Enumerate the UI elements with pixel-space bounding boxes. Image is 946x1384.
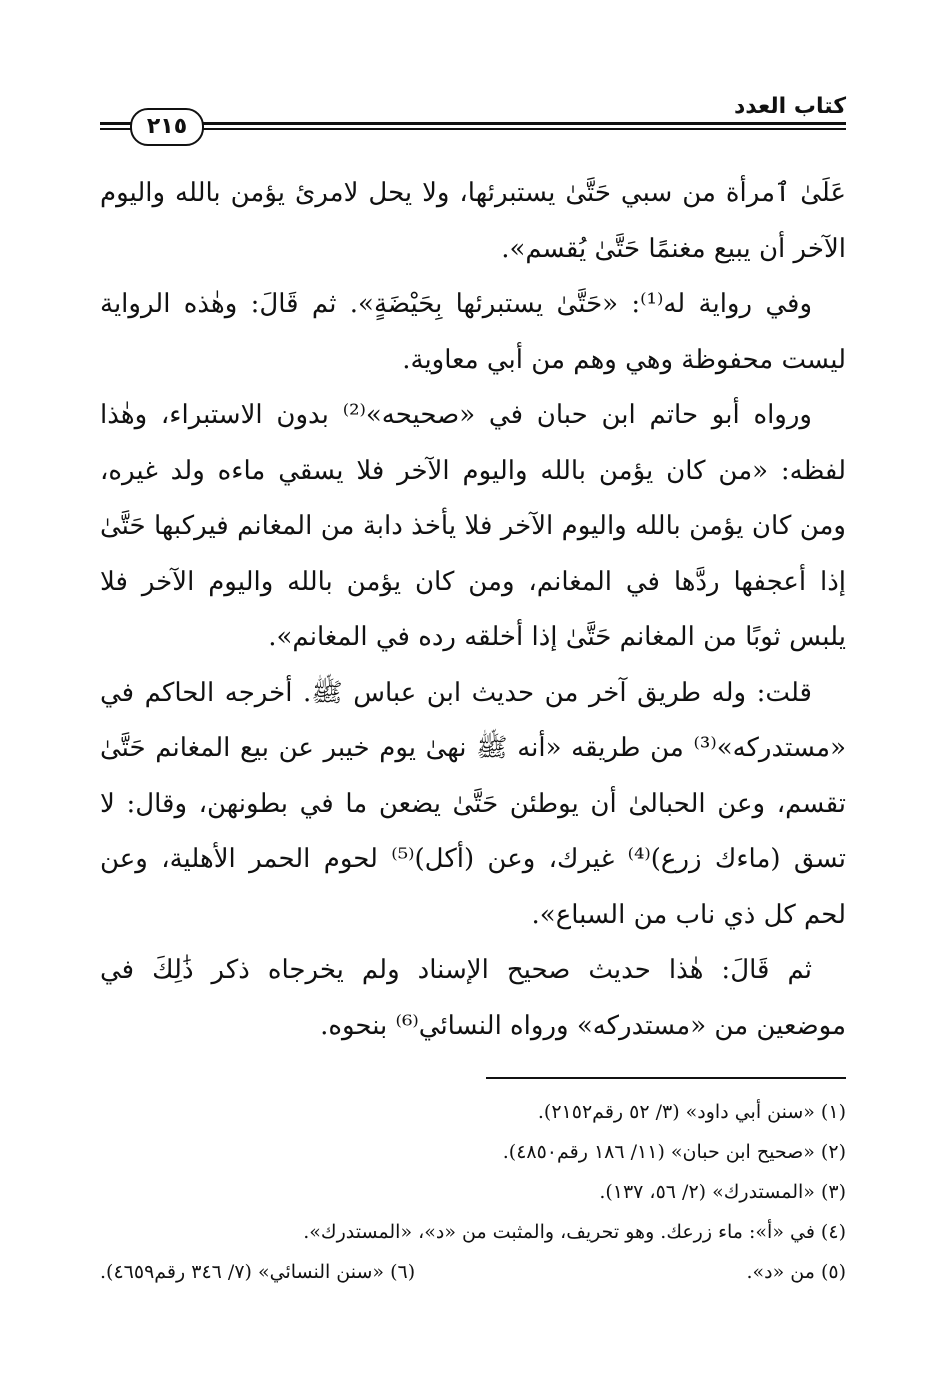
- footnote-1: (١) «سنن أبي داود» (٣/ ٥٢ رقم٢١٥٢).: [537, 1101, 846, 1123]
- main-text: [100, 166, 846, 1054]
- paragraph-3: ورواه أبو حاتم ابن حبان في «صحيحه»⁽²⁾ بدون الاستبراء، وهٰذا لفظه: «من كان يؤمن بالله واليوم الآخر فلا يسقي ماءه ولد غيره، ومن كان يؤمن بالله واليوم الآخر فلا يأخذ دابة من المغانم فيركبها حَتَّىٰ إذا أعجفها ردَّها في المغانم، ومن كان يؤمن بالله واليوم الآخر فلا يلبس ثوبًا من المغانم حَتَّىٰ إذا أخلقه رده في المغانم».: [100, 400, 846, 652]
- footnote-5: (٥) من «د».: [746, 1261, 846, 1283]
- footnote-6: (٦) «سنن النسائي» (٧/ ٣٤٦ رقم٤٦٥٩).: [100, 1261, 416, 1283]
- footnote-2: (٢) «صحيح ابن حبان» (١١/ ١٨٦ رقم٤٨٥٠).: [502, 1141, 846, 1163]
- paragraph-4: قلت: وله طريق آخر من حديث ابن عباس ﷺ. أخرجه الحاكم في «مستدركه»⁽³⁾ من طريقه «أنه ﷺ نهىٰ يوم خيبر عن بيع المغانم حَتَّىٰ تقسم، وعن الحبالىٰ أن يوطئن حَتَّىٰ يضعن ما في بطونهن، وقال: لا تسق (ماءك زرع)⁽⁴⁾ غيرك، وعن (أكل)⁽⁵⁾ لحوم الحمر الأهلية، وعن لحم كل ذي ناب من السباع».: [100, 677, 846, 930]
- paragraph-1: عَلَىٰ ٱمرأة من سبي حَتَّىٰ يستبرئها، ولا يحل لامرئ يؤمن بالله واليوم الآخر أن يبيع مغنمًا حَتَّىٰ يُقسم».: [100, 178, 846, 264]
- page-number: ٢١٥: [130, 108, 204, 146]
- footnote-row-5-6: [100, 1252, 846, 1292]
- footnote-4: (٤) في «أ»: ماء زرعك. وهو تحريف، والمثبت من «د»، «المستدرك».: [303, 1221, 846, 1243]
- paragraph-5: ثم قَالَ: هٰذا حديث صحيح الإسناد ولم يخرجاه ذكر ذَٰلِكَ في موضعين من «مستدركه» ورواه النسائي⁽⁶⁾ بنحوه.: [100, 955, 846, 1041]
- paragraph-2: وفي رواية له⁽¹⁾: «حَتَّىٰ يستبرئها بِحَيْضَةٍ». ثم قَالَ: وهٰذه الرواية ليست محفوظة وهي وهم من أبي معاوية.: [100, 289, 846, 375]
- running-title: كتاب العدد: [733, 94, 846, 119]
- footnotes: [100, 1092, 846, 1292]
- page-header: [100, 92, 846, 142]
- footnote-separator: [486, 1077, 846, 1079]
- header-rule-thick: [100, 122, 846, 125]
- footnote-3: (٣) «المستدرك» (٢/ ٥٦، ١٣٧).: [599, 1181, 846, 1203]
- header-rule-thin: [100, 128, 846, 130]
